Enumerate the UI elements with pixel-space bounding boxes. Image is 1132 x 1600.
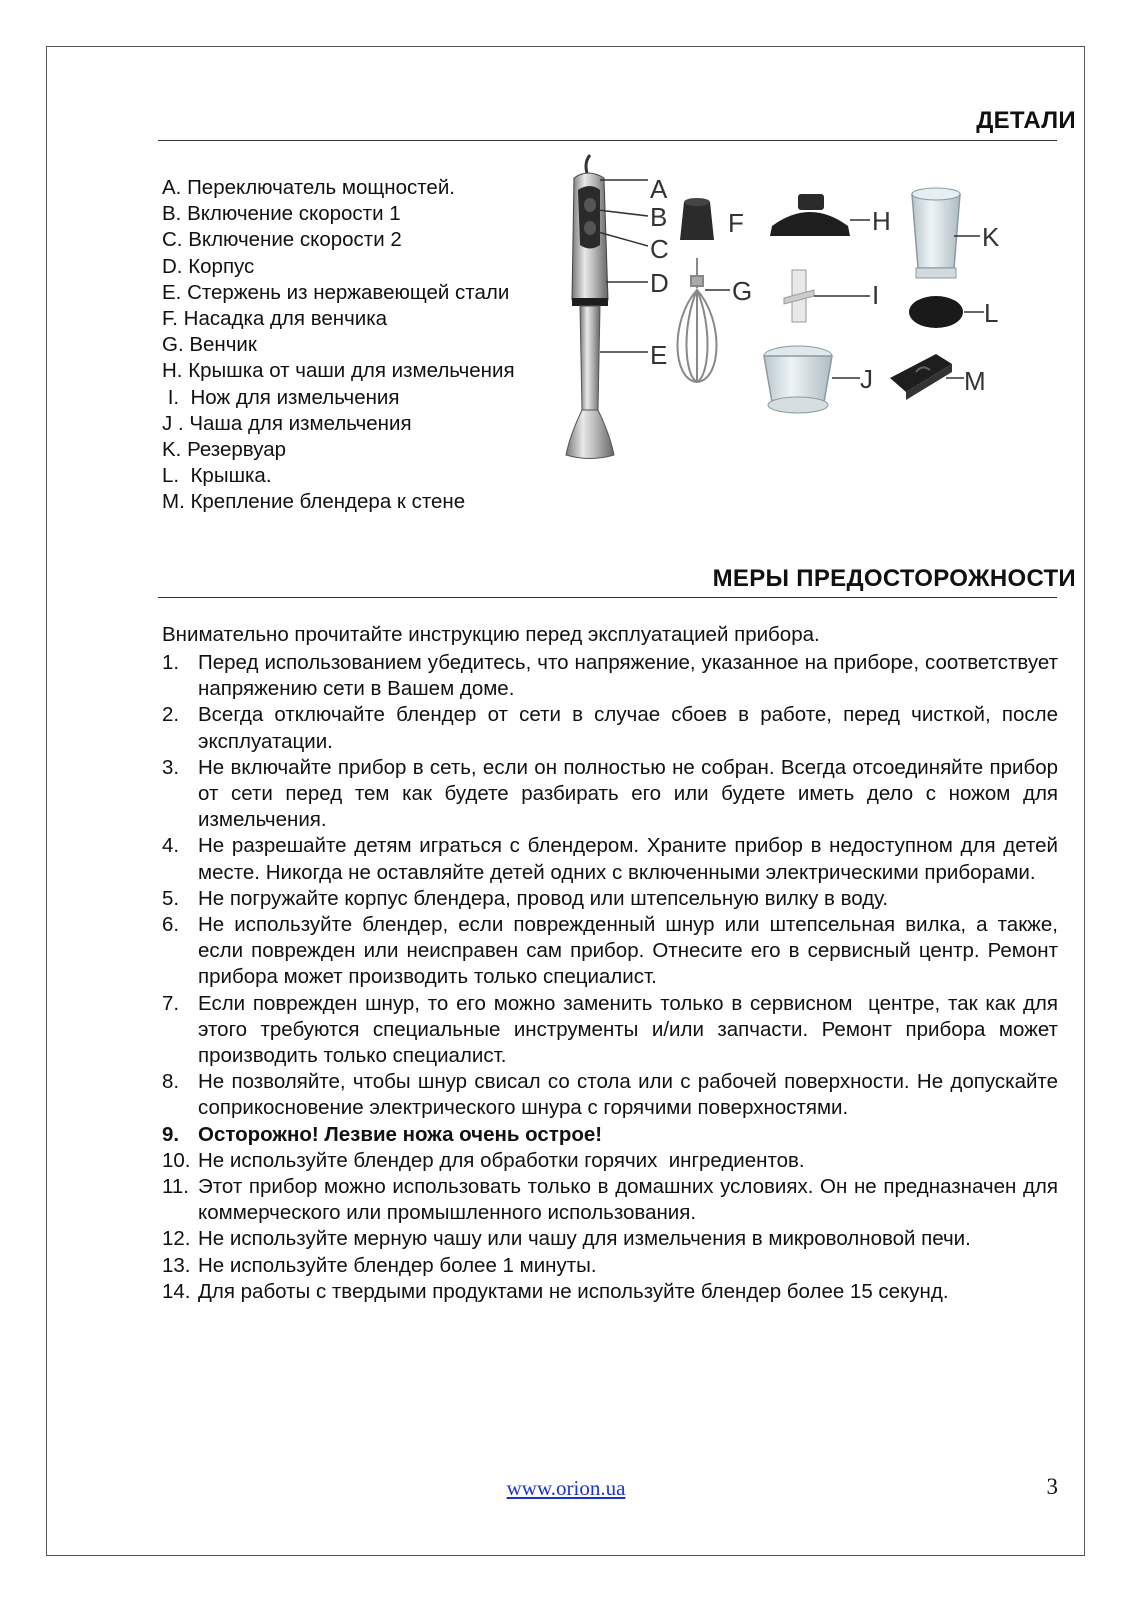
precaution-item: 7. Если поврежден шнур, то его можно заменить только в сервисном центре, так как для этого требуются специальные инструменты и/или запчасти. Ремонт прибора может производить только специалист. <box>162 991 1064 1068</box>
part-item: B. Включение скорости 1 <box>162 202 401 226</box>
precautions-intro: Внимательно прочитайте инструкцию перед эксплуатацией прибора. <box>162 623 820 646</box>
beaker-lid-illustration <box>909 296 963 328</box>
part-item: H. Крышка от чаши для измельчения <box>162 359 515 383</box>
precaution-item: 1. Перед использованием убедитесь, что напряжение, указанное на приборе, соответствует напряжению сети в Вашем доме. <box>162 651 1058 701</box>
precautions-rule <box>158 597 1057 598</box>
precaution-item: 3. Не включайте прибор в сеть, если он полностью не собран. Всегда отсоединяйте прибор от сети перед тем как будете разбирать его или будете иметь дело с ножом для измельчения. <box>162 755 1058 832</box>
whisk-adapter-illustration <box>680 198 714 240</box>
precaution-item: 4. Не разрешайте детям играться с блендером. Храните прибор в недоступном для детей месте. Никогда не оставляйте детей одних с включенными электрическими приборами. <box>162 834 1058 884</box>
part-item: J . Чаша для измельчения <box>162 411 412 435</box>
part-item: K. Резервуар <box>162 438 287 462</box>
diagram-label-m: M <box>964 366 986 396</box>
diagram-label-k: K <box>982 222 1000 252</box>
precaution-item: 14. Для работы с твердыми продуктами не используйте блендер более 15 секунд. <box>162 1279 949 1303</box>
parts-list <box>162 175 562 516</box>
beaker-illustration <box>912 188 960 278</box>
part-item: G. Венчик <box>162 333 257 357</box>
blender-parts-diagram <box>560 150 1040 500</box>
diagram-label-b: B <box>650 202 668 232</box>
precaution-item: 6. Не используйте блендер, если поврежденный шнур или штепсельная вилка, а также, если поврежден или неисправен сам прибор. Отнесите его в сервисный центр. Ремонт прибора может производить только специалист. <box>162 913 1058 989</box>
part-item: D. Корпус <box>162 254 255 278</box>
blender-body-illustration <box>566 155 614 459</box>
diagram-label-c: C <box>650 234 669 264</box>
part-item: E. Стержень из нержавеющей стали <box>162 280 510 304</box>
part-item: M. Крепление блендера к стене <box>162 490 466 514</box>
precaution-item: 10. Не используйте блендер для обработки горячих ингредиентов. <box>162 1148 805 1172</box>
diagram-label-f: F <box>728 208 744 238</box>
footer-website-link[interactable]: www.orion.ua <box>506 1476 626 1500</box>
details-title: ДЕТАЛИ <box>976 107 1076 134</box>
wall-mount-illustration <box>890 354 952 400</box>
bowl-lid-illustration <box>770 194 850 236</box>
diagram-label-d: D <box>650 268 669 298</box>
diagram-label-e: E <box>650 340 668 370</box>
precaution-item: 11. Этот прибор можно использовать только в домашних условиях. Он не предназначен для коммерческого или промышленного использования. <box>162 1175 1058 1225</box>
precaution-item: 2. Всегда отключайте блендер от сети в случае сбоев в работе, перед чисткой, после эксплуатации. <box>162 703 1058 753</box>
precaution-item: 12. Не используйте мерную чашу или чашу для измельчения в микроволновой печи. <box>162 1227 971 1251</box>
diagram-label-h: H <box>872 206 891 236</box>
part-item: C. Включение скорости 2 <box>162 228 402 252</box>
part-item: L. Крышка. <box>162 464 272 488</box>
chopper-bowl-illustration <box>764 346 832 413</box>
precautions-title: МЕРЫ ПРЕДОСТОРОЖНОСТИ <box>712 565 1076 592</box>
details-rule <box>158 140 1057 141</box>
precaution-item-warning: 9. Осторожно! Лезвие ножа очень острое! <box>162 1122 603 1146</box>
whisk-illustration <box>677 258 716 382</box>
page-number: 3 <box>1046 1474 1058 1499</box>
diagram-label-g: G <box>732 276 753 306</box>
diagram-label-a: A <box>650 174 668 204</box>
precaution-item: 5. Не погружайте корпус блендера, провод или штепсельную вилку в воду. <box>162 886 889 910</box>
precaution-item: 8. Не позволяйте, чтобы шнур свисал со стола или с рабочей поверхности. Не допускайте соприкосновение электрического шнура с горячими поверхностями. <box>162 1070 1058 1120</box>
chopper-blade-illustration <box>784 270 814 322</box>
diagram-label-j: J <box>860 364 873 394</box>
diagram-label-i: I <box>872 280 880 310</box>
diagram-label-l: L <box>984 298 999 328</box>
part-item: I. Нож для измельчения <box>162 385 400 409</box>
part-item: A. Переключатель мощностей. <box>162 176 455 199</box>
precaution-item: 13. Не используйте блендер более 1 минуты. <box>162 1253 597 1277</box>
precautions-list <box>162 650 1064 1305</box>
part-item: F. Насадка для венчика <box>162 307 388 331</box>
